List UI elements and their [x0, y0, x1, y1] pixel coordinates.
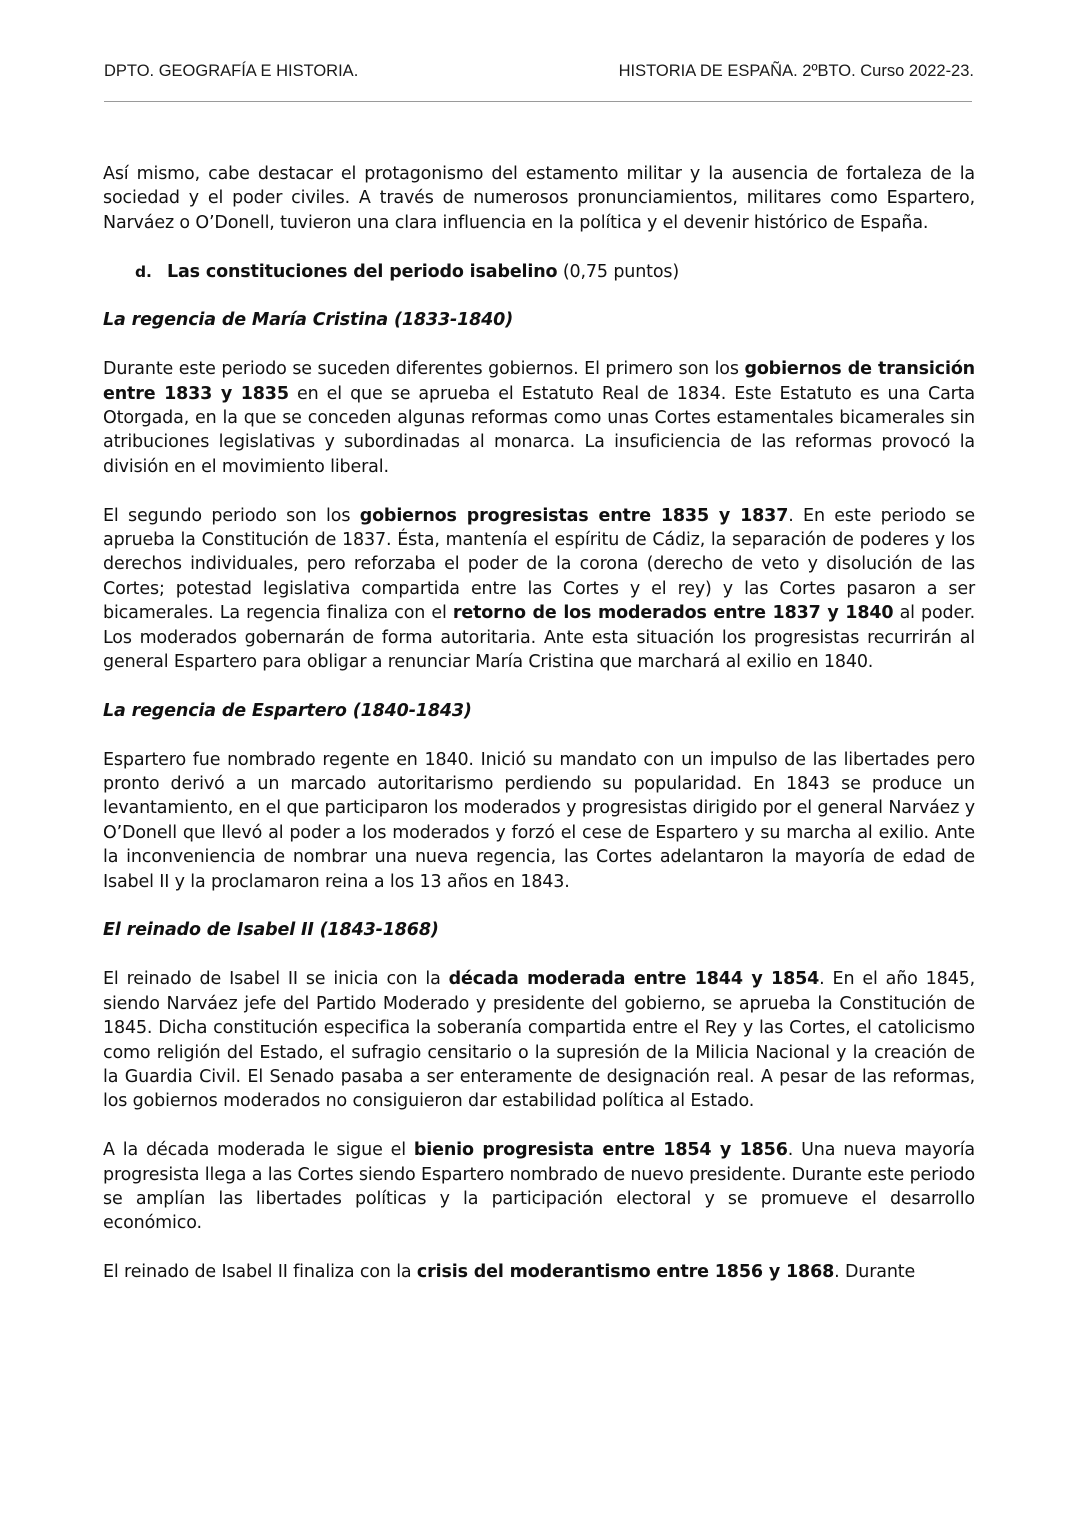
header-department: DPTO. GEOGRAFÍA E HISTORIA.: [104, 62, 359, 80]
text-span: . En el año 1845, siendo Narváez jefe del Partido Moderado y presidente del gobierno, se aprueba la Constitución de 1845. Dicha constitución especifica la soberanía compartida entre el Rey y las Cortes, el catolicismo como religión del Estado, el sufragio censitario o la supresión de la Milicia Nacional y la creación de la Guardia Civil. El Senado pasaba a ser enteramente de designación real. A pesar de las reformas, los gobiernos moderados no consiguieron dar estabilidad política al Estado.: [103, 969, 975, 1112]
bold-term: década moderada entre 1844 y 1854: [448, 969, 820, 990]
section-d-heading: [135, 260, 975, 284]
section-title: Las constituciones del periodo isabelino: [167, 261, 558, 282]
bold-term: gobiernos progresistas entre 1835 y 1837: [359, 505, 789, 526]
text-span: al poder. Los moderados gobernarán de forma autoritaria. Ante esta situación los progresistas recurrirán al general Espartero para obligar a renunciar María Cristina que marchará al exilio en 1840.: [103, 603, 975, 673]
heading-maria-cristina: La regencia de María Cristina (1833-1840): [103, 310, 514, 331]
paragraph-maria-cristina-1: [103, 357, 975, 479]
bold-term: retorno de los moderados entre 1837 y 1840: [452, 603, 894, 624]
paragraph-isabel-2: [103, 1138, 975, 1236]
paragraph-espartero: Espartero fue nombrado regente en 1840. Inició su mandato con un impulso de las libertades pero pronto derivó a un marcado autoritarismo perdiendo su popularidad. En 1843 se produce un levantamiento, en el que participaron los moderados y progresistas dirigido por el general Narváez y O’Donell que llevó al poder a los moderados y forzó el cese de Espartero y su marcha al exilio. Ante la inconveniencia de nombrar una nueva regencia, las Cortes adelantaron la mayoría de edad de Isabel II y la proclamaron reina a los 13 años en 1843.: [103, 749, 975, 892]
text-span: . En este periodo se aprueba la Constitución de 1837. Ésta, mantenía el espíritu de Cádiz, la separación de poderes y los derechos individuales, pero reforzaba el poder de la corona (derecho de veto y disolución de las Cortes; potestad legislativa compartida entre las Cortes y el rey) y las Cortes pasaron a ser bicamerales. La regencia finaliza con el: [103, 505, 975, 624]
text-span: A la década moderada le sigue el: [103, 1140, 414, 1161]
section-points: (0,75 puntos): [562, 261, 680, 282]
text-span: en el que se aprueba el Estatuto Real de 1834. Este Estatuto es una Carta Otorgada, en la que se conceden algunas reformas como unas Cortes estamentales bicamerales sin atribuciones legislativas y subordinadas al monarca. La insuficiencia de las reformas provocó la división en el movimiento liberal.: [103, 383, 975, 477]
bold-term: crisis del moderantismo entre 1856 y 1868: [416, 1262, 835, 1283]
document-body: [103, 162, 975, 1285]
paragraph-maria-cristina-2: [103, 504, 975, 675]
text-span: El reinado de Isabel II se inicia con la: [103, 969, 449, 990]
text-span: El segundo periodo son los: [103, 505, 360, 526]
text-span: . Durante: [834, 1262, 916, 1283]
bold-term: bienio progresista entre 1854 y 1856: [413, 1140, 788, 1161]
text-span: El reinado de Isabel II finaliza con la: [103, 1262, 417, 1283]
section-letter: d.: [135, 262, 152, 281]
paragraph-isabel-1: [103, 967, 975, 1113]
paragraph-isabel-3: [103, 1260, 975, 1284]
bold-term: gobiernos de transición entre 1833 y 1835: [103, 359, 975, 404]
heading-isabel: El reinado de Isabel II (1843-1868): [103, 920, 439, 941]
heading-espartero: La regencia de Espartero (1840-1843): [103, 700, 472, 721]
header-course: HISTORIA DE ESPAÑA. 2ºBTO. Curso 2022-23.: [618, 62, 974, 80]
page-header: [104, 62, 974, 90]
header-divider: [104, 101, 972, 102]
text-span: . Una nueva mayoría progresista llega a las Cortes siendo Espartero nombrado de nuevo presidente. Durante este periodo se amplían las libertades políticas y la participación electoral y se promueve el desarrollo económico.: [103, 1140, 975, 1234]
text-span: Durante este periodo se suceden diferentes gobiernos. El primero son los: [103, 359, 745, 380]
intro-paragraph: Así mismo, cabe destacar el protagonismo del estamento militar y la ausencia de fortaleza de la sociedad y el poder civiles. A través de numerosos pronunciamientos, militares como Espartero, Narváez o O’Donell, tuvieron una clara influencia en la política y el devenir histórico de España.: [103, 164, 975, 233]
